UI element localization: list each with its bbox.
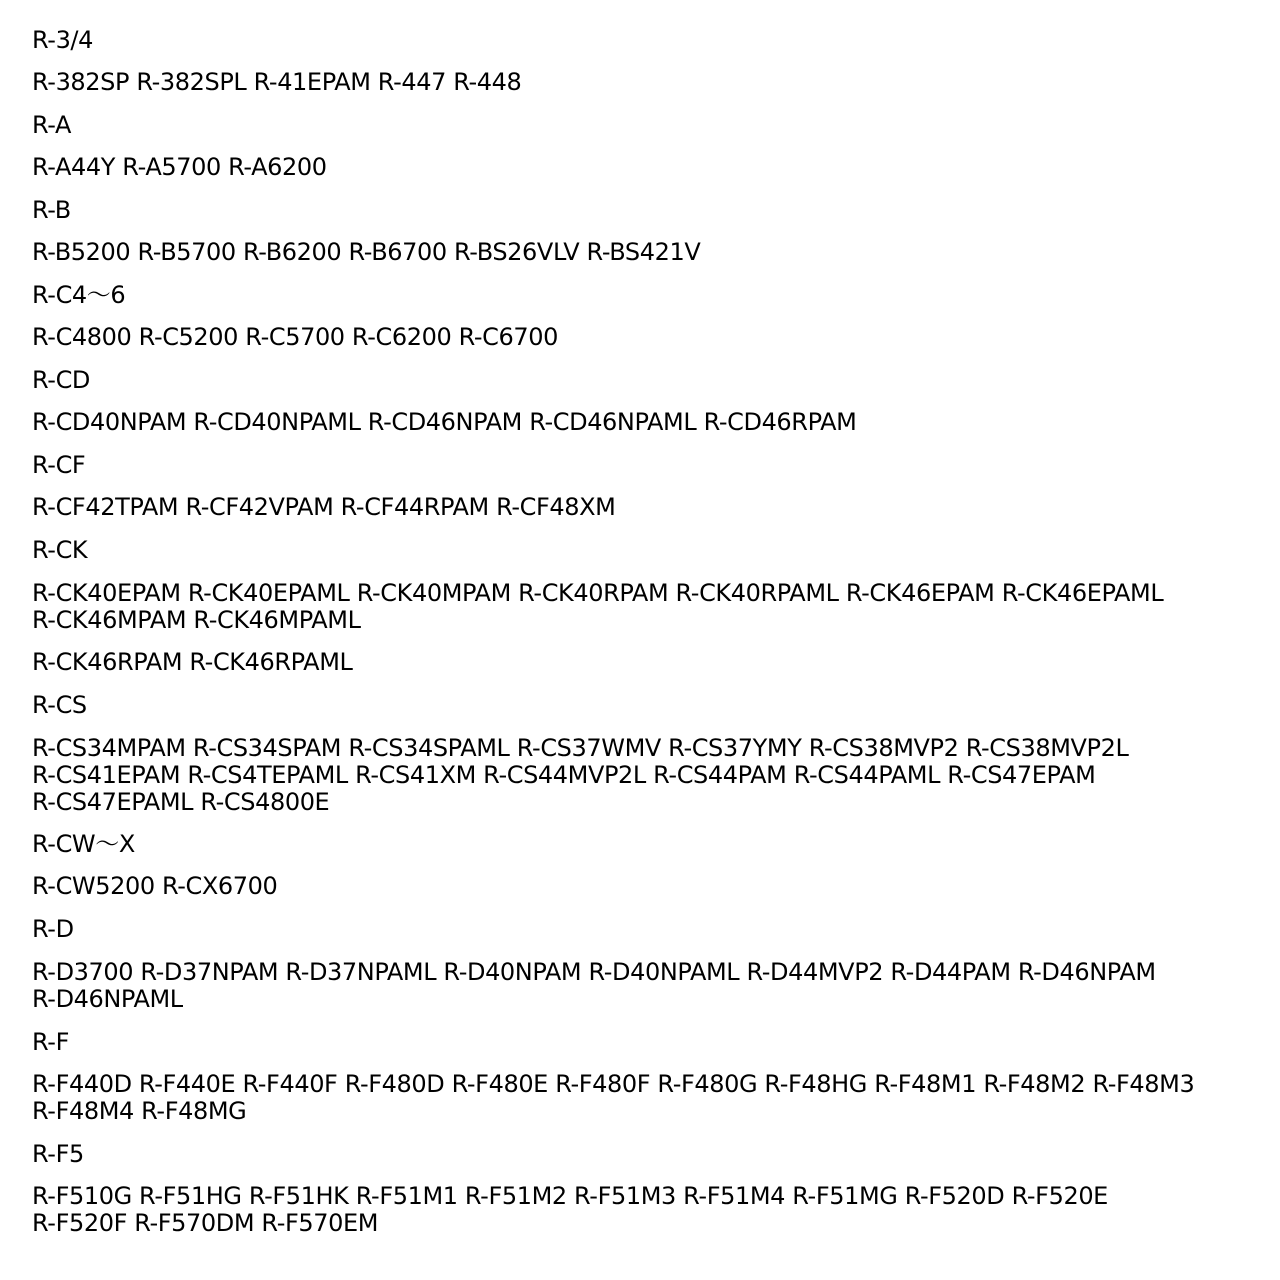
model-link[interactable]: R-CS41XM bbox=[355, 761, 476, 789]
model-link[interactable]: R-CD46NPAML bbox=[529, 408, 697, 436]
model-link[interactable]: R-CK40EPAM bbox=[32, 579, 181, 607]
model-list bbox=[32, 959, 1276, 1013]
model-link[interactable]: R-CS38MVP2 bbox=[808, 734, 959, 762]
model-link[interactable]: R-F51M1 bbox=[355, 1182, 458, 1210]
model-link[interactable]: R-D44PAM bbox=[890, 958, 1011, 986]
model-list bbox=[32, 873, 1276, 900]
model-link[interactable]: R-CK40EPAML bbox=[187, 579, 350, 607]
model-link[interactable]: R-D40NPAML bbox=[588, 958, 740, 986]
model-link[interactable]: R-CS38MVP2L bbox=[965, 734, 1129, 762]
model-link[interactable]: R-CK46MPAML bbox=[193, 606, 361, 634]
model-link[interactable]: R-D44MVP2 bbox=[746, 958, 884, 986]
section-heading: R-D bbox=[32, 915, 74, 943]
section-heading: R-A bbox=[32, 111, 72, 139]
model-link[interactable]: R-D40NPAM bbox=[443, 958, 582, 986]
model-list bbox=[32, 1071, 1276, 1125]
model-link[interactable]: R-F48M2 bbox=[983, 1070, 1086, 1098]
model-list bbox=[32, 324, 1276, 351]
model-link[interactable]: R-F48M3 bbox=[1092, 1070, 1195, 1098]
section-heading: R-F5 bbox=[32, 1140, 84, 1168]
model-list bbox=[32, 580, 1276, 634]
model-link[interactable]: R-C5700 bbox=[245, 323, 345, 351]
model-link[interactable]: R-CS4TEPAML bbox=[187, 761, 348, 789]
model-link[interactable]: R-CS34MPAM bbox=[32, 734, 186, 762]
section-heading: R-F bbox=[32, 1028, 69, 1056]
model-link[interactable]: R-CF42VPAM bbox=[185, 493, 334, 521]
model-link[interactable]: R-CF44RPAM bbox=[340, 493, 489, 521]
model-link[interactable]: R-CK40MPAM bbox=[356, 579, 511, 607]
model-link[interactable]: R-CS41EPAM bbox=[32, 761, 181, 789]
model-link[interactable]: R-F51M4 bbox=[683, 1182, 786, 1210]
model-link[interactable]: R-F480E bbox=[451, 1070, 548, 1098]
model-list bbox=[32, 1183, 1276, 1237]
model-link[interactable]: R-C4800 bbox=[32, 323, 132, 351]
model-link[interactable]: R-F520D bbox=[904, 1182, 1005, 1210]
section-heading: R-CD bbox=[32, 366, 91, 394]
model-list bbox=[32, 735, 1276, 816]
model-link[interactable]: R-F48HG bbox=[764, 1070, 867, 1098]
model-link[interactable]: R-447 bbox=[377, 68, 446, 96]
model-link[interactable]: R-F48M1 bbox=[874, 1070, 977, 1098]
model-link[interactable]: R-CK40RPAML bbox=[675, 579, 839, 607]
model-link[interactable]: R-F510G bbox=[32, 1182, 132, 1210]
model-link[interactable]: R-BS421V bbox=[586, 238, 701, 266]
model-link[interactable]: R-F51M3 bbox=[574, 1182, 676, 1210]
model-link[interactable]: R-F480D bbox=[344, 1070, 445, 1098]
model-link[interactable]: R-F480G bbox=[657, 1070, 758, 1098]
model-link[interactable]: R-CS37WMV bbox=[516, 734, 661, 762]
model-link[interactable]: R-CD46NPAM bbox=[367, 408, 522, 436]
model-link[interactable]: R-C5200 bbox=[138, 323, 239, 351]
model-link[interactable]: R-CK46RPAM bbox=[32, 648, 183, 676]
model-link[interactable]: R-CX6700 bbox=[161, 872, 278, 900]
model-link[interactable]: R-BS26VLV bbox=[454, 238, 580, 266]
model-link[interactable]: R-448 bbox=[453, 68, 522, 96]
model-link[interactable]: R-382SP bbox=[32, 68, 130, 96]
model-link[interactable]: R-F480F bbox=[555, 1070, 651, 1098]
model-link[interactable]: R-F440D bbox=[32, 1070, 132, 1098]
model-list bbox=[32, 154, 1276, 181]
section-heading: R-CF bbox=[32, 451, 86, 479]
model-list bbox=[32, 649, 1276, 676]
model-link[interactable]: R-A44Y bbox=[32, 153, 116, 181]
model-link[interactable]: R-B6700 bbox=[348, 238, 447, 266]
model-link[interactable]: R-CK46MPAM bbox=[32, 606, 187, 634]
model-link[interactable]: R-CS4800E bbox=[200, 788, 330, 816]
model-link[interactable]: R-CD46RPAM bbox=[703, 408, 857, 436]
model-link[interactable]: R-C6200 bbox=[351, 323, 452, 351]
model-link[interactable]: R-B5700 bbox=[137, 238, 236, 266]
model-link[interactable]: R-F440E bbox=[138, 1070, 236, 1098]
section-heading: R-CS bbox=[32, 691, 87, 719]
model-link[interactable]: R-CS47EPAM bbox=[947, 761, 1096, 789]
model-link[interactable]: R-CS37YMY bbox=[668, 734, 802, 762]
model-link[interactable]: R-CS34SPAM bbox=[192, 734, 342, 762]
model-link[interactable]: R-CS44PAML bbox=[793, 761, 941, 789]
model-link[interactable]: R-41EPAM bbox=[253, 68, 371, 96]
section-heading: R-CW〜X bbox=[32, 830, 135, 858]
model-link[interactable]: R-D3700 bbox=[32, 958, 134, 986]
model-link[interactable]: R-CK40RPAM bbox=[518, 579, 669, 607]
section-heading: R-C4〜6 bbox=[32, 281, 126, 309]
model-link[interactable]: R-F440F bbox=[242, 1070, 338, 1098]
model-link[interactable]: R-CK46RPAML bbox=[189, 648, 353, 676]
model-link[interactable]: R-D37NPAM bbox=[140, 958, 279, 986]
model-link[interactable]: R-CS44MVP2L bbox=[483, 761, 646, 789]
model-link[interactable]: R-F570EM bbox=[261, 1209, 379, 1237]
model-link[interactable]: R-CW5200 bbox=[32, 872, 155, 900]
model-link[interactable]: R-CK46EPAM bbox=[845, 579, 995, 607]
model-link[interactable]: R-CD40NPAML bbox=[193, 408, 361, 436]
section-heading: R-B bbox=[32, 196, 71, 224]
section-heading: R-CK bbox=[32, 536, 88, 564]
model-link[interactable]: R-F51MG bbox=[792, 1182, 898, 1210]
model-link[interactable]: R-CK46EPAML bbox=[1001, 579, 1164, 607]
model-link[interactable]: R-A5700 bbox=[122, 153, 221, 181]
model-link[interactable]: R-B5200 bbox=[32, 238, 131, 266]
model-link[interactable]: R-D46NPAM bbox=[1017, 958, 1156, 986]
model-link[interactable]: R-F51HK bbox=[248, 1182, 349, 1210]
model-link[interactable]: R-C6700 bbox=[458, 323, 558, 351]
model-link[interactable]: R-CF48XM bbox=[496, 493, 616, 521]
model-link[interactable]: R-F520F bbox=[32, 1209, 127, 1237]
model-link[interactable]: R-F48M4 bbox=[32, 1097, 134, 1125]
model-link[interactable]: R-F48MG bbox=[141, 1097, 247, 1125]
model-list bbox=[32, 494, 1276, 521]
model-list bbox=[32, 409, 1276, 436]
model-link[interactable]: R-D37NPAML bbox=[285, 958, 437, 986]
model-link[interactable]: R-CD40NPAM bbox=[32, 408, 187, 436]
model-list bbox=[32, 69, 1276, 96]
model-link[interactable]: R-382SPL bbox=[136, 68, 247, 96]
model-link[interactable]: R-B6200 bbox=[243, 238, 342, 266]
model-link[interactable]: R-F520E bbox=[1011, 1182, 1108, 1210]
model-link[interactable]: R-F51HG bbox=[139, 1182, 242, 1210]
model-link[interactable]: R-D46NPAML bbox=[32, 985, 183, 1013]
model-link[interactable]: R-F51M2 bbox=[464, 1182, 567, 1210]
model-link[interactable]: R-CS47EPAML bbox=[32, 788, 194, 816]
model-link[interactable]: R-F570DM bbox=[134, 1209, 255, 1237]
model-link[interactable]: R-CF42TPAM bbox=[32, 493, 179, 521]
model-list bbox=[32, 239, 1276, 266]
model-link[interactable]: R-A6200 bbox=[228, 153, 327, 181]
model-link[interactable]: R-CS34SPAML bbox=[348, 734, 510, 762]
section-heading: R-3/4 bbox=[32, 26, 93, 54]
model-link[interactable]: R-CS44PAM bbox=[653, 761, 787, 789]
